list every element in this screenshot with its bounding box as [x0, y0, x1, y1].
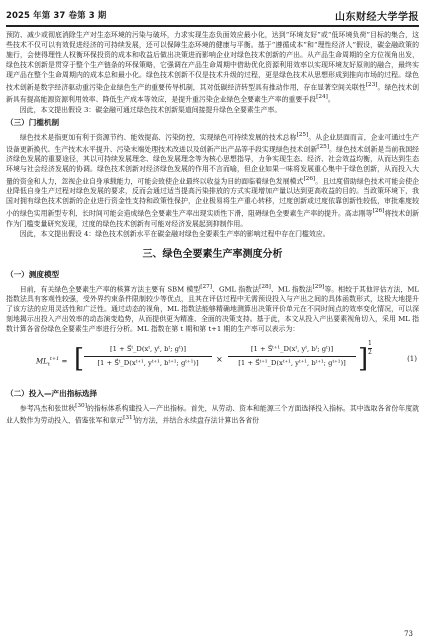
paragraph-threshold: 绿色技术是指更加有利于资源节约、能效提高、污染防控，实现绿色可持续发展的技术总称[25]。从企业层面而言，企业可通过生产设备更新换代、生产技术水平提升、污染末端处理技术改进以及创新产出产品等手段实现绿色技术创新[25]。绿色技术创新是当前我国经济绿色发展的重要途径，其以可持续发展理念、绿色发展理念等为核心思想指导，力争实现生态、经济、社会效益均衡，从而达到生态环境与社会经济发展的协调。绿色技术创新对经济绿色发展的作用不言而喻，但企业如果一味将发展重心集中于绿色创新，从而投入大量的资金和人力，忽视企业自身承载能力，可能会致使企业最终以收益为目的面临着绿色发展模式[26]。且过度借助绿色技术可能会使企业降低自身生产过程对绿色发展的要求，反而会通过适当提高污染排放的方式实现增加产量以达到更高收益的目的。当政策环境下，我国对拥有绿色技术创新的企业进行资金性支持和政策性保护，企业极易将生产重心转移，过度创新或过度依靠创新性较低，审批难度较小的绿色实用新型专利，长时间可能会造成绿色全要素生产率出现实质性下滑，阻碍绿色全要素生产率的提升。高志刚等[26]将技术创新作为门槛变量研究发现，过度的绿色技术创新有可能对经济发展起到抑制作用。 [6, 131, 420, 228]
times-sign: × [216, 355, 223, 365]
hypothesis-3: 因此，本文提出假设 3：碳金融可通过绿色技术创新渠道间接提升绿色全要素生产率。 [19, 105, 282, 114]
article-body [6, 30, 419, 426]
citation: [23] [365, 82, 378, 88]
citation: [25] [296, 131, 309, 138]
page-number: 73 [404, 630, 413, 638]
citation: [28] [259, 283, 271, 290]
paragraph-green-tech-intro: 预防、减少或彻底消除生产对生态环境的污染与破坏，力求实现生态负面效应最小化，达到“环境友好”或“低环境负荷”目标的集合，这些技术不仅可以有效促进经济的可持续发展，还可以保障生态环境的健康与平衡。基于“遵循成本”和“理性经济人”假设，碳金融政策的施行，会使得理性人权衡环保投资的成本和收益后做出决策进而影响企业对绿色技术创新的产出。从产品生命周期的全方位视角出发，绿色技术创新是贯穿于整个生产链条的环保策略，它强调在产品生命周期中借助优化资源利用效率以实现环境友好原则的融合，最终实现产品在整个生命周期内的成本总和最小化。绿色技术创新不仅是技术升级的过程，更是绿色技术从思想形成到推向市场的过程。绿色技术创新是数字经济驱动重污染企业绿色生产的重要传导机制，其对低碳经济转型具有推动作用，存在显著空间关联性[23]。绿色技术创新具有提高能源资源利用效率、降低生产成本等效应，是提升重污染企业绿色全要素生产率的重要手段[24]。 [6, 31, 420, 104]
subsection-input-output: （二）投入—产出指标选择 [6, 389, 98, 399]
citation: [30] [75, 403, 87, 410]
equation-number: (1) [407, 355, 417, 364]
paragraph-ml-index: 目前，有关绿色全要素生产率的核算方法主要有 SBM 模型[27]、GML 指数法[28]、ML 指数法[29]等。相较于其他评估方法，ML 指数法具有客观性较强，受外界约束条件限制较少等优点，且其在评估过程中无需预设投入与产出之间的具体函数形式，这极大地提升了该方法的应用灵活性和广泛性。通过动态的视角，ML 指数法能够精确地测算出决策评价单元在不同时间点的效率变化情况，可以深刻地揭示出投入产出效率的动态演变趋势，从而提供更为精准、全面的决策支持。基于此，本文从投入产出要素视角切入，采用 ML 指数计算各省份绿色全要素生产率进行分析。ML 指数在第 t 期和第 t+1 期的生产率可以表示为： [6, 283, 420, 334]
page-header [6, 6, 419, 24]
open-bracket: [ [74, 344, 85, 375]
citation: [24] [316, 94, 328, 101]
formula-lhs: $ML_t^{t+1}$ = [36, 356, 68, 368]
ml-index-formula [6, 338, 419, 384]
subsection-measurement-model: （一）测度模型 [6, 269, 60, 279]
subsection-threshold-mechanism: （三）门槛机制 [6, 117, 60, 127]
citation: [31] [123, 415, 135, 422]
citation: [26] [372, 208, 385, 215]
citation: [29] [312, 283, 325, 290]
fraction-2: [1 + S⃗ᵗ⁺¹_D(xᵗ, yᵗ, bᵗ; gᵗ)] [1 + S⃗ᵗ⁺¹_D(xᵗ⁺¹, yᵗ⁺¹, bᵗ⁺¹; gᵗ⁺¹)] [238, 345, 346, 367]
citation: [26] [303, 176, 316, 183]
header-rule [6, 25, 419, 27]
citation: [27] [200, 283, 213, 290]
close-bracket: ] [358, 344, 369, 375]
section-title-measurement: 三、绿色全要素生产率测度分析 [142, 248, 283, 260]
journal-issue-info: 2025 年第 37 卷第 3 期 [6, 11, 107, 21]
journal-name: 山东财经大学学报 [335, 11, 419, 23]
fraction-1: [1 + S⃗ᵗ_D(xᵗ, yᵗ, bᵗ; gᵗ)] [1 + S⃗ᵗ_D(xᵗ⁺¹, yᵗ⁺¹, bᵗ⁺¹; gᵗ⁺¹)] [97, 345, 199, 367]
citation: [25] [317, 143, 330, 150]
power-half: 1 2 [368, 340, 372, 356]
hypothesis-4: 因此，本文提出假设 4：绿色技术创新水平在碳金融对绿色全要素生产率的影响过程中存在门槛效应。 [19, 229, 330, 238]
paragraph-input-output: 参考冯杰和张世秋[30]的指标体系构建投入—产出指标。首先，从劳动、资本和能源三个方面选择投入指标。其中选取各省份年度就业人数作为劳动投入，借鉴张军和章元[31]的方法，并结合永续盘存法计算出各省份 [6, 403, 419, 425]
